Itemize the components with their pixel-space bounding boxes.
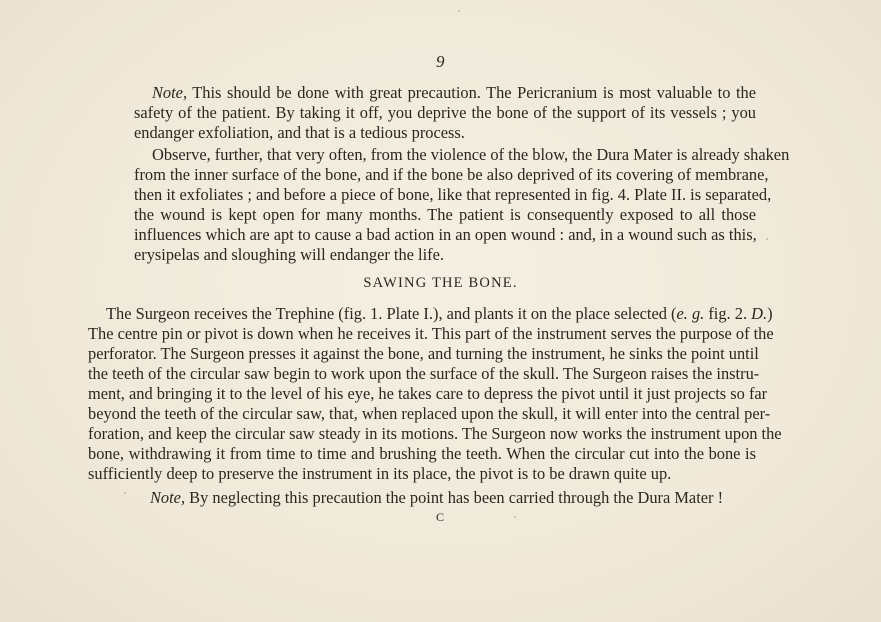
text-line: endanger exfoliation, and that is a tedious process. (134, 123, 465, 142)
text-line: the teeth of the circular saw begin to work upon the surface of the skull. The Surgeon raises the instru- (88, 364, 760, 383)
text-span: This should be done with great precaution. The Pericranium is most valuable to the (187, 83, 756, 102)
text-line: safety of the patient. By taking it off, you deprive the bone of the support of its vessels ; you (134, 103, 756, 122)
paper-speck (458, 10, 460, 12)
paper-speck (514, 516, 516, 518)
text-line: ment, and bringing it to the level of his eye, he takes care to depress the pivot until it just projects so far (88, 384, 768, 403)
text-line (106, 304, 773, 324)
paper-speck (124, 492, 126, 494)
paragraph-note-neglect (150, 488, 723, 508)
text-span: By neglecting this precaution the point has been carried through the Dura Mater ! (185, 488, 724, 507)
text-line: beyond the teeth of the circular saw, that, when replaced upon the skull, it will enter into the central per- (88, 404, 771, 423)
text-line: sufficiently deep to preserve the instrument in its place, the pivot is to be drawn quite up. (88, 464, 672, 483)
text-line: perforator. The Surgeon presses it against the bone, and turning the instrument, he sinks the point until (88, 344, 759, 363)
text-span: fig. 2. (704, 304, 752, 323)
text-line (152, 83, 756, 103)
note-label: Note, (152, 83, 188, 102)
text-line: foration, and keep the circular saw steady in its motions. The Surgeon now works the instrument upon the (88, 424, 782, 443)
page-number: 9 (436, 52, 445, 71)
text-span: e. g. (676, 304, 705, 323)
signature-mark: C (435, 510, 445, 524)
text-line: bone, withdrawing it from time to time and brushing the teeth. When the circular cut into the bone is (88, 444, 756, 463)
note-label: Note, (150, 488, 186, 507)
text-line: The centre pin or pivot is down when he receives it. This part of the instrument serves the purpose of the (88, 324, 774, 343)
text-span: The Surgeon receives the Trephine (fig. 1. Plate I.), and plants it on the place selected ( (106, 304, 677, 323)
text-line: influences which are apt to cause a bad action in an open wound : and, in a wound such as this, (134, 225, 757, 244)
paper-speck (766, 238, 768, 240)
section-heading: SAWING THE BONE. (363, 275, 518, 291)
text-span: D. (751, 304, 768, 323)
text-line: from the inner surface of the bone, and if the bone be also deprived of its covering of membrane, (134, 165, 769, 184)
text-line: the wound is kept open for many months. The patient is consequently exposed to all those (134, 205, 756, 224)
text-line: Observe, further, that very often, from the violence of the blow, the Dura Mater is already shaken (152, 145, 790, 164)
text-line: erysipelas and sloughing will endanger the life. (134, 245, 444, 264)
text-line: then it exfoliates ; and before a piece of bone, like that represented in fig. 4. Plate II. is separated, (134, 185, 772, 204)
text-span: ) (767, 304, 773, 323)
